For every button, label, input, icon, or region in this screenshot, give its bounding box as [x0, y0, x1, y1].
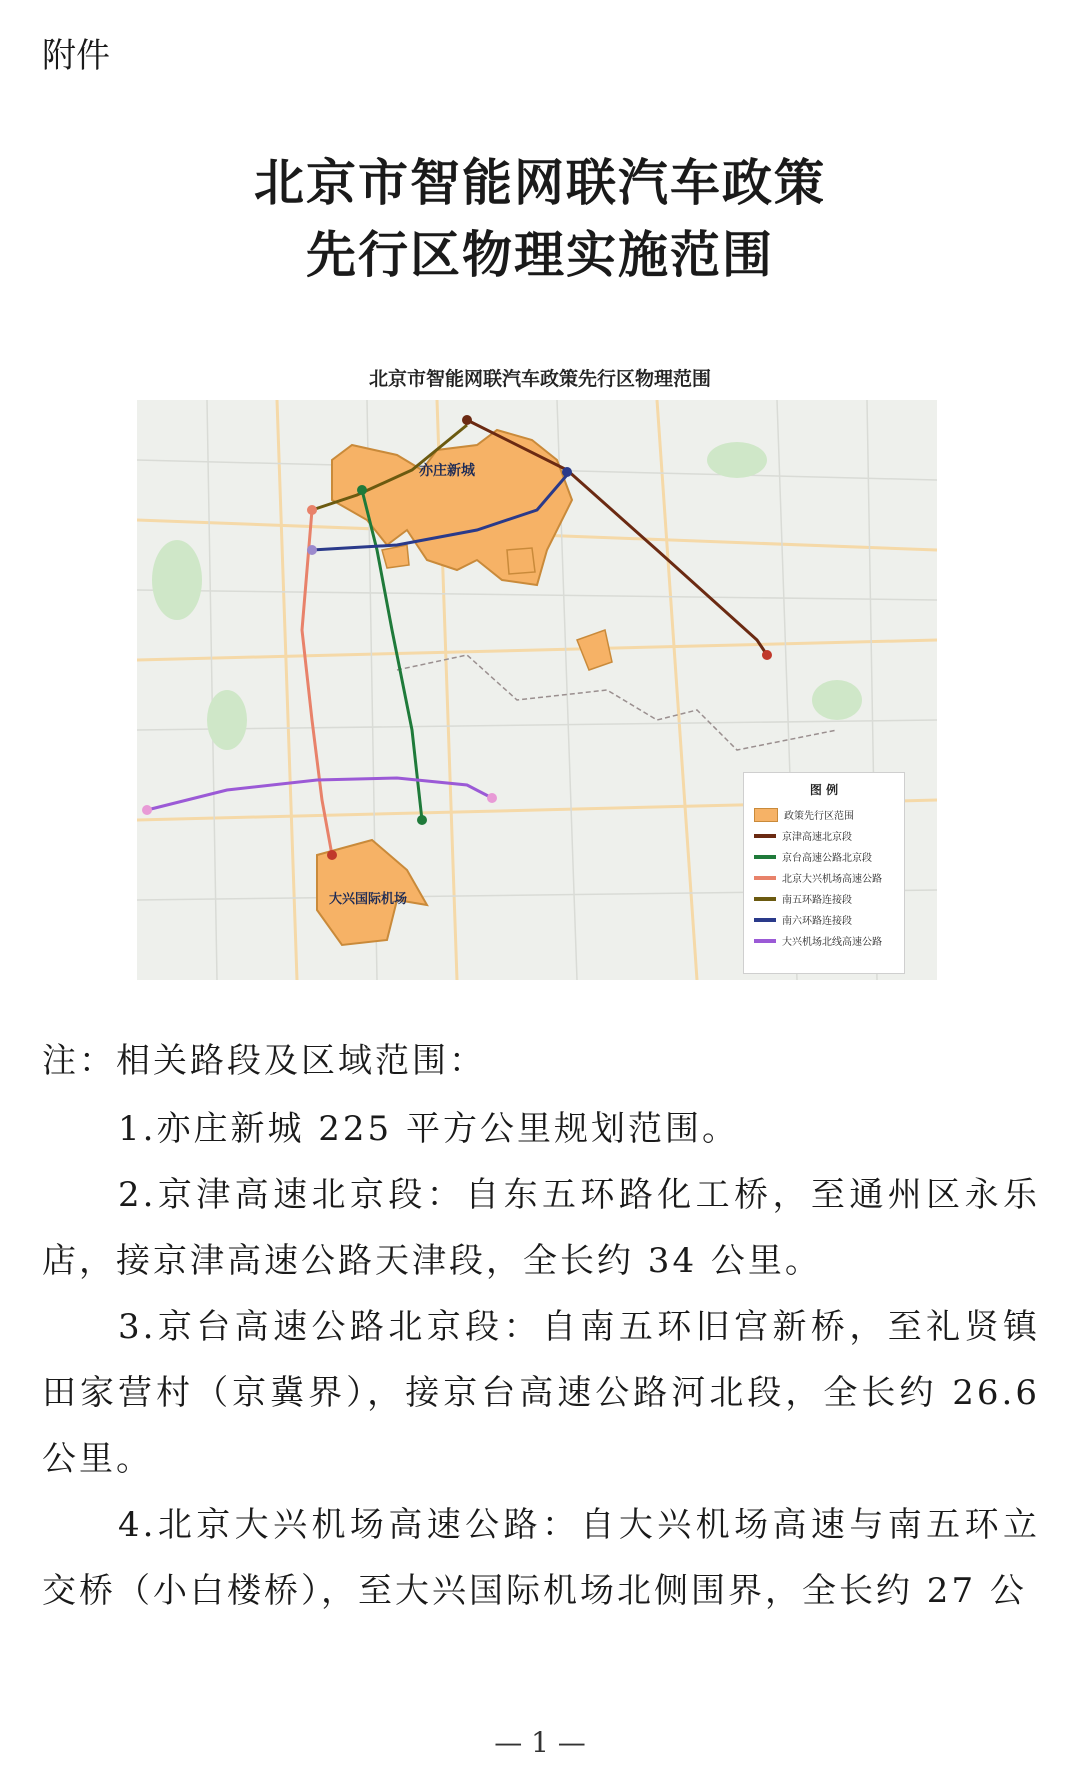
note-item-2: 2.京津高速北京段：自东五环路化工桥，至通州区永乐店，接京津高速公路天津段，全长约 34 公里。: [42, 1175, 1040, 1281]
legend-swatch-jingtai: [754, 855, 776, 859]
note-item-1: 1.亦庄新城 225 平方公里规划范围。: [118, 1109, 739, 1149]
legend-label: 京台高速公路北京段: [782, 853, 872, 864]
attachment-label: 附件: [42, 36, 110, 76]
legend-title: 图 例: [809, 783, 839, 797]
document-title-line-2: 先行区物理实施范围: [306, 225, 774, 284]
page-number: — 1 —: [494, 1726, 586, 1759]
legend-label: 大兴机场北线高速公路: [782, 937, 882, 948]
policy-zone-map: [137, 400, 937, 980]
legend-item: [744, 930, 904, 951]
legend-item: [744, 909, 904, 930]
legend-item: [744, 825, 904, 846]
legend-item: [744, 888, 904, 909]
legend-label: 北京大兴机场高速公路: [782, 874, 882, 885]
legend-swatch-sixth-ring: [754, 918, 776, 922]
airport-label: 大兴国际机场: [329, 892, 408, 907]
legend-swatch-fifth-ring: [754, 897, 776, 901]
map-title: 北京市智能网联汽车政策先行区物理范围: [368, 368, 711, 390]
document-title-line-1: 北京市智能网联汽车政策: [254, 153, 826, 212]
legend-swatch-airport-north: [754, 939, 776, 943]
notes-intro: 注：相关路段及区域范围：: [42, 1041, 486, 1081]
small-zone-area-2: [507, 548, 535, 574]
legend-label: 南五环路连接段: [782, 895, 852, 906]
legend-item: [744, 846, 904, 867]
legend-label: 京津高速北京段: [782, 832, 852, 843]
legend-label: 南六环路连接段: [782, 916, 852, 927]
legend-swatch-airport-expressway: [754, 876, 776, 880]
legend-label: 政策先行区范围: [784, 811, 854, 822]
small-zone-area-1: [382, 545, 409, 568]
yizhuang-label: 亦庄新城: [419, 463, 475, 479]
note-item-4: 4.北京大兴机场高速公路：自大兴机场高速与南五环立交桥（小白楼桥），至大兴国际机场北侧围界，全长约 27 公: [42, 1505, 1040, 1611]
legend-swatch-policy-zone: [754, 808, 778, 822]
map-legend: [743, 772, 905, 974]
legend-item: [744, 867, 904, 888]
note-item-3: 3.京台高速公路北京段：自南五环旧宫新桥，至礼贤镇田家营村（京冀界），接京台高速公路河北段，全长约 26.6 公里。: [42, 1307, 1040, 1479]
legend-swatch-jingjin: [754, 834, 776, 838]
legend-item: [744, 804, 904, 825]
